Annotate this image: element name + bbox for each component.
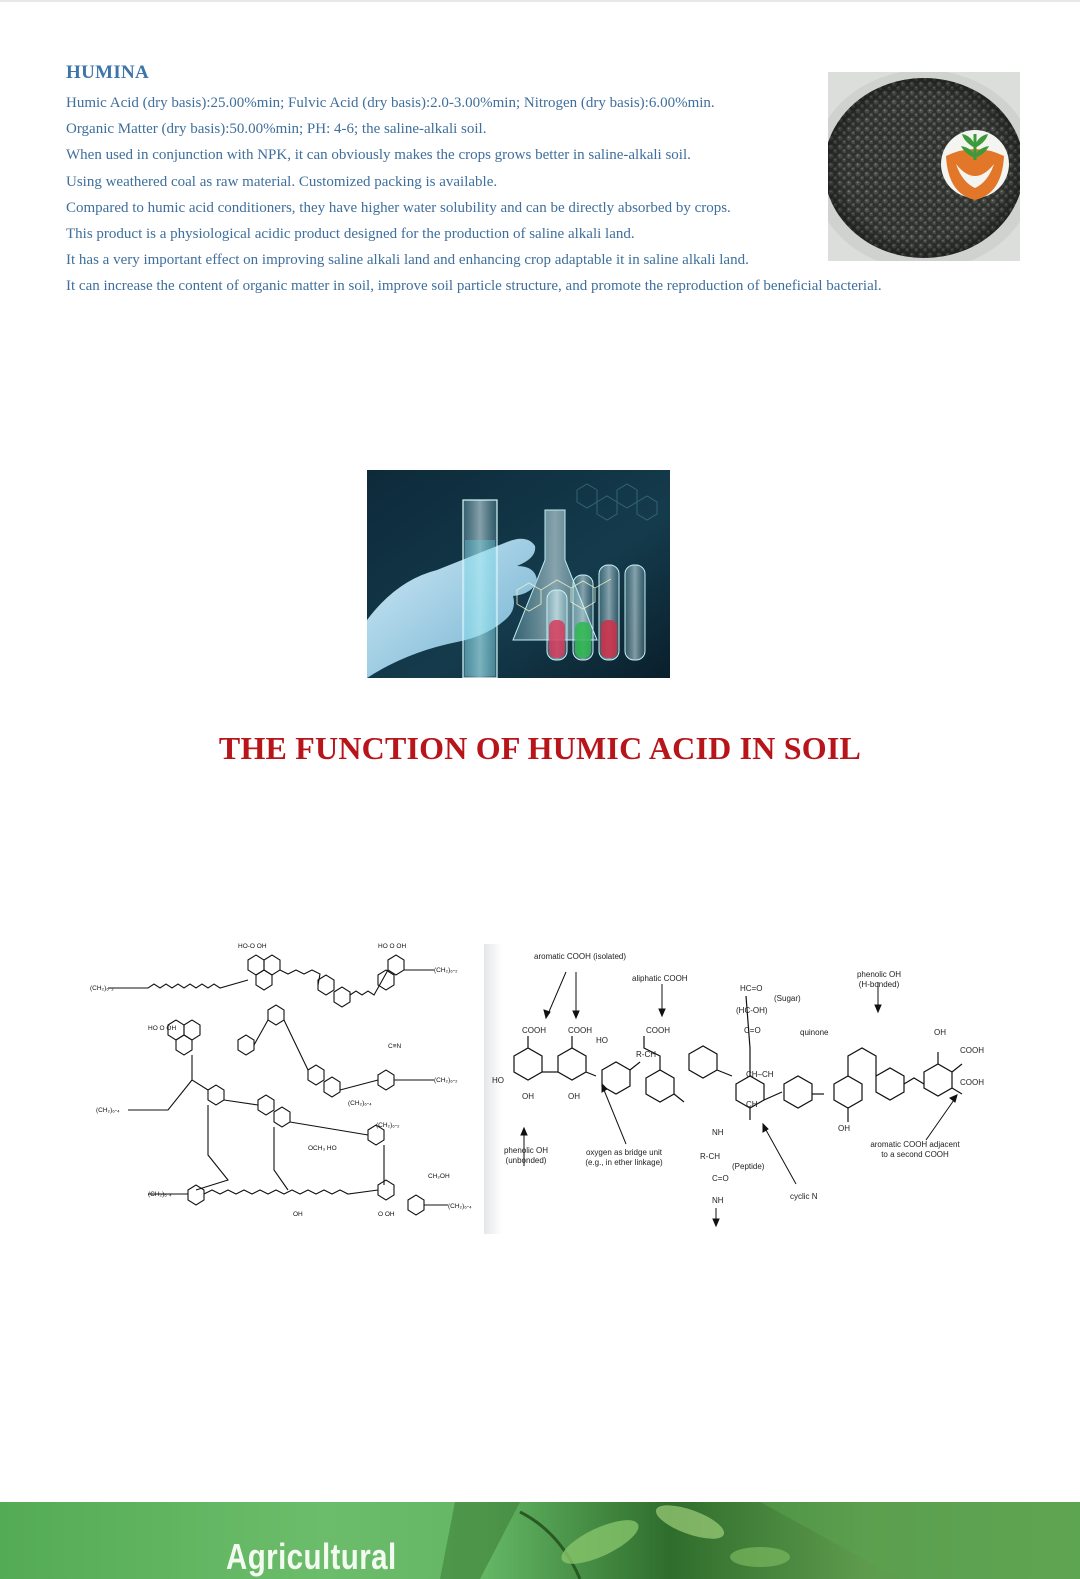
laboratory-image [367, 470, 670, 678]
product-feature-line: Using weathered coal as raw material. Customized packing is available. [66, 173, 498, 190]
svg-text:C≡N: C≡N [388, 1043, 402, 1050]
label-phenolic-oh-hbonded [854, 970, 904, 989]
label-phenolic-oh-unbonded-line1: phenolic OH [503, 1146, 549, 1155]
group-cooh: COOH [960, 1046, 984, 1055]
label-aliphatic-cooh: aliphatic COOH [632, 974, 688, 983]
svg-text:HO O OH: HO O OH [148, 1025, 177, 1032]
section-heading: THE FUNCTION OF HUMIC ACID IN SOIL [218, 730, 862, 766]
label-phenolic-oh-hbonded-line2: (H-bonded) [858, 979, 900, 989]
svg-text:(CH₂)₆-₂: (CH₂)₆-₂ [434, 967, 458, 974]
svg-text:(CH₂)₆-₄: (CH₂)₆-₄ [96, 1107, 120, 1114]
group-r-ch: R-CH [636, 1050, 656, 1059]
label-phenolic-oh-hbonded-line1: phenolic OH [856, 970, 902, 979]
banner-title: Agricultural [226, 1536, 397, 1577]
group-ho: HO [492, 1076, 504, 1085]
product-spec-line: Humic Acid (dry basis):25.00%min; Fulvic Acid (dry basis):2.0-3.00%min; Nitrogen (dry basis):6.00%min. [66, 95, 715, 111]
humic-acid-structure-diagram [88, 940, 478, 1225]
svg-text:HO O OH: HO O OH [378, 943, 407, 950]
group-oh: OH [568, 1092, 580, 1101]
label-sugar: (Sugar) [774, 994, 801, 1003]
group-ch: CH [746, 1100, 758, 1109]
label-quinone: quinone [800, 1028, 829, 1037]
label-aromatic-cooh-isolated: aromatic COOH (isolated) [534, 952, 627, 961]
group-nh: NH [712, 1196, 724, 1205]
group-c-o: C=O [712, 1174, 729, 1183]
top-divider [0, 0, 1080, 2]
product-title: HUMINA [66, 62, 150, 83]
product-spec-line: Organic Matter (dry basis):50.00%min; PH: 4-6; the saline-alkali soil. [66, 121, 487, 138]
group-cooh: COOH [646, 1026, 670, 1035]
group-hc-oh: (HC-OH) [736, 1006, 768, 1015]
group-ho: HO [596, 1036, 608, 1045]
svg-text:(CH₂)₆-₂: (CH₂)₆-₂ [434, 1077, 458, 1084]
label-aromatic-cooh-adjacent-line1: aromatic COOH adjacent [870, 1140, 960, 1149]
label-cyclic-n: cyclic N [790, 1192, 818, 1201]
label-oxygen-bridge-line1: oxygen as bridge unit [585, 1148, 663, 1157]
svg-text:O OH: O OH [378, 1211, 395, 1218]
group-nh: NH [712, 1128, 724, 1137]
group-oh: OH [522, 1092, 534, 1101]
group-cooh: COOH [522, 1026, 546, 1035]
group-oh: OH [838, 1124, 850, 1133]
group-r-ch: R-CH [700, 1152, 720, 1161]
svg-text:(CH₂)₆-₃: (CH₂)₆-₃ [90, 985, 114, 992]
product-feature-line: This product is a physiological acidic product designed for the production of saline alkali land. [66, 226, 635, 243]
group-hc-o: HC=O [740, 984, 763, 993]
label-peptide: (Peptide) [732, 1162, 765, 1171]
label-aromatic-cooh-adjacent-line2: to a second COOH [881, 1149, 949, 1159]
label-phenolic-oh-unbonded-line2: (unbonded) [505, 1155, 547, 1165]
group-cooh: COOH [960, 1078, 984, 1087]
label-phenolic-oh-unbonded [498, 1146, 554, 1165]
svg-text:(CH₂)₆-₄: (CH₂)₆-₄ [448, 1203, 472, 1210]
product-feature-line: Compared to humic acid conditioners, they have higher water solubility and can be directly absorbed by crops. [66, 199, 731, 216]
product-feature-line: It has a very important effect on improving saline alkali land and enhancing crop adaptable it in saline alkali land. [66, 252, 749, 269]
group-cooh: COOH [568, 1026, 592, 1035]
product-feature-line: When used in conjunction with NPK, it can obviously makes the crops grows better in saline-alkali soil. [66, 147, 691, 164]
svg-text:OCH₃ HO: OCH₃ HO [308, 1145, 337, 1152]
label-aromatic-cooh-adjacent [860, 1140, 970, 1159]
group-c-o: C=O [744, 1026, 761, 1035]
svg-text:(CH₂)₆-₄: (CH₂)₆-₄ [348, 1100, 372, 1107]
label-oxygen-bridge [576, 1148, 672, 1167]
group-oh: OH [934, 1028, 946, 1037]
svg-text:(CH₂)₆-₄: (CH₂)₆-₄ [148, 1191, 172, 1198]
group-ch-ch2: CH–CH [746, 1070, 774, 1079]
svg-text:(CH₂)₆-₂: (CH₂)₆-₂ [376, 1122, 400, 1129]
svg-text:CH₂OH: CH₂OH [428, 1173, 450, 1180]
functional-groups-diagram [484, 944, 996, 1234]
product-feature-line: It can increase the content of organic matter in soil, improve soil particle structure, and promote the reproduction of beneficial bacterial. [66, 278, 882, 295]
svg-text:OH: OH [293, 1211, 303, 1218]
label-oxygen-bridge-line2: (e.g., in ether linkage) [585, 1157, 663, 1167]
product-pellets-image [828, 72, 1020, 261]
agricultural-banner [0, 1502, 1080, 1579]
svg-text:HO-O OH: HO-O OH [238, 943, 267, 950]
